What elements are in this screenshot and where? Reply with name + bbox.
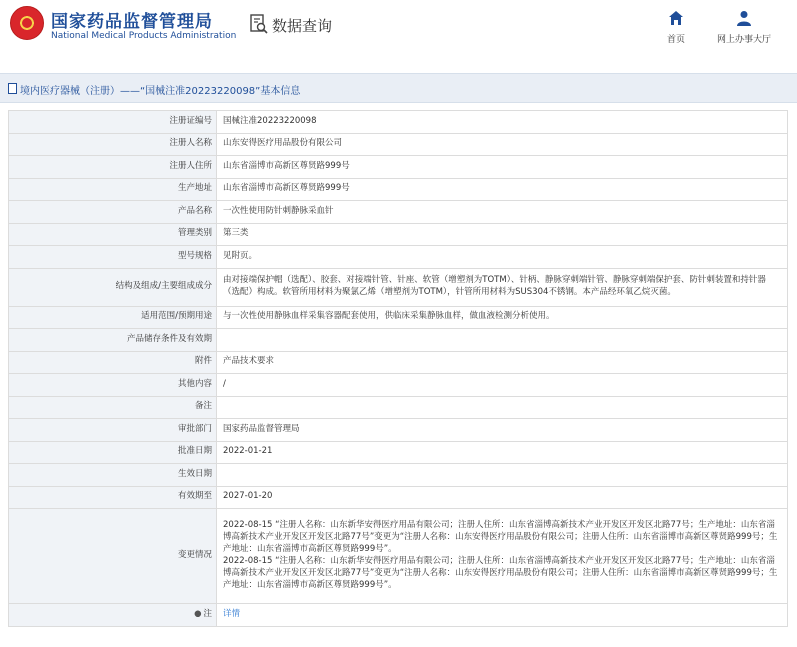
details-link[interactable]: 详情 — [223, 608, 241, 619]
row-label: 型号规格 — [9, 246, 217, 269]
row-value: 山东省淄博市高新区尊贤路999号 — [217, 156, 788, 179]
row-value: 2027-01-20 — [217, 486, 788, 509]
table-row — [9, 223, 788, 246]
table-row — [9, 178, 788, 201]
row-label: 变更情况 — [9, 509, 217, 604]
row-value — [217, 396, 788, 419]
table-row — [9, 268, 788, 306]
org-name-en[interactable]: National Medical Products Administration — [51, 31, 237, 41]
row-value — [217, 464, 788, 487]
row-value: 第三类 — [217, 223, 788, 246]
row-label: 结构及组成/主要组成成分 — [9, 268, 217, 306]
row-value: 一次性使用防针刺静脉采血针 — [217, 201, 788, 224]
table-row — [9, 201, 788, 224]
row-label: 管理类别 — [9, 223, 217, 246]
nmpa-logo-icon[interactable] — [10, 6, 44, 40]
row-label: 其他内容 — [9, 374, 217, 397]
row-label: 批准日期 — [9, 441, 217, 464]
row-value: 山东安得医疗用品股份有限公司 — [217, 133, 788, 156]
table-row — [9, 486, 788, 509]
row-label: 注册人住所 — [9, 156, 217, 179]
table-row — [9, 306, 788, 329]
row-label: 注 — [203, 608, 212, 619]
row-label: 有效期至 — [9, 486, 217, 509]
row-label: 生产地址 — [9, 178, 217, 201]
table-row — [9, 156, 788, 179]
row-label: 产品名称 — [9, 201, 217, 224]
org-name-cn[interactable]: 国家药品监督管理局 — [51, 12, 213, 32]
table-row — [9, 111, 788, 134]
document-icon — [8, 83, 17, 94]
home-icon — [668, 10, 684, 26]
row-label: 注册证编号 — [9, 111, 217, 134]
change-entry: 2022-08-15 “注册人名称：山东新华安得医疗用品有限公司；注册人住所：山东省淄博高新技术产业开发区开发区北路77号；生产地址：山东省淄博高新技术产业开发区开发区北路77号”变更为“注册人名称：山东安得医疗用品股份有限公司；注册人住所：山东省淄博市高新区尊贤路999号；生产地址：山东省淄博市高新区尊贤路999号”。 — [223, 520, 778, 555]
note-label-cell — [9, 604, 217, 627]
row-value: 山东省淄博市高新区尊贤路999号 — [217, 178, 788, 201]
row-label: 注册人名称 — [9, 133, 217, 156]
table-row — [9, 464, 788, 487]
row-label: 适用范围/预期用途 — [9, 306, 217, 329]
row-value — [217, 329, 788, 352]
row-label: 备注 — [9, 396, 217, 419]
table-row-change — [9, 509, 788, 604]
row-value: 2022-01-21 — [217, 441, 788, 464]
row-value: 由对接端保护帽（选配）、胶套、对接端针管、针座、软管（增塑剂为TOTM）、针柄、静脉穿刺端针管、静脉穿刺端保护套、防针刺装置和持针器（选配）构成。软管所用材料为聚氯乙烯（增塑剂为TOTM），针管所用材料为SUS304不锈钢。本产品经环氧乙烷灭菌。 — [217, 268, 788, 306]
change-entry: 2022-08-15 “注册人名称：山东新华安得医疗用品有限公司；注册人住所：山东省淄博高新技术产业开发区开发区北路77号；生产地址：山东省淄博高新技术产业开发区开发区北路77号”变更为“注册人名称：山东安得医疗用品股份有限公司；注册人住所：山东省淄博市高新区尊贤路999号；生产地址：山东省淄博市高新区尊贤路999号”。 — [223, 556, 778, 590]
table-row — [9, 246, 788, 269]
section-title: 数据查询 — [272, 17, 333, 35]
user-icon — [736, 10, 752, 26]
record-title: 境内医疗器械（注册）——“国械注准20223220098”基本信息 — [20, 86, 301, 97]
change-history — [217, 509, 788, 604]
table-row — [9, 419, 788, 442]
nav-online-hall-label: 网上办事大厅 — [716, 35, 771, 45]
row-value: 产品技术要求 — [217, 351, 788, 374]
page-header — [0, 0, 797, 62]
pin-icon: ● — [194, 608, 202, 619]
note-value-cell — [217, 604, 788, 627]
table-row-note — [9, 604, 788, 627]
table-row — [9, 329, 788, 352]
nav-home[interactable] — [664, 10, 688, 45]
table-row — [9, 351, 788, 374]
nav-online-hall[interactable] — [712, 10, 776, 45]
row-value: / — [217, 374, 788, 397]
row-label: 审批部门 — [9, 419, 217, 442]
row-value: 与一次性使用静脉血样采集容器配套使用，供临床采集静脉血样，做血液检测分析使用。 — [217, 306, 788, 329]
row-value: 国械注准20223220098 — [217, 111, 788, 134]
table-row — [9, 374, 788, 397]
row-label: 附件 — [9, 351, 217, 374]
data-search-icon — [250, 14, 268, 34]
nav-home-label: 首页 — [666, 35, 685, 45]
row-value: 国家药品监督管理局 — [217, 419, 788, 442]
row-label: 产品储存条件及有效期 — [9, 329, 217, 352]
table-row — [9, 133, 788, 156]
table-row — [9, 396, 788, 419]
device-info-table — [8, 110, 788, 627]
row-value: 见附页。 — [217, 246, 788, 269]
record-title-bar — [0, 73, 797, 103]
table-row — [9, 441, 788, 464]
row-label: 生效日期 — [9, 464, 217, 487]
